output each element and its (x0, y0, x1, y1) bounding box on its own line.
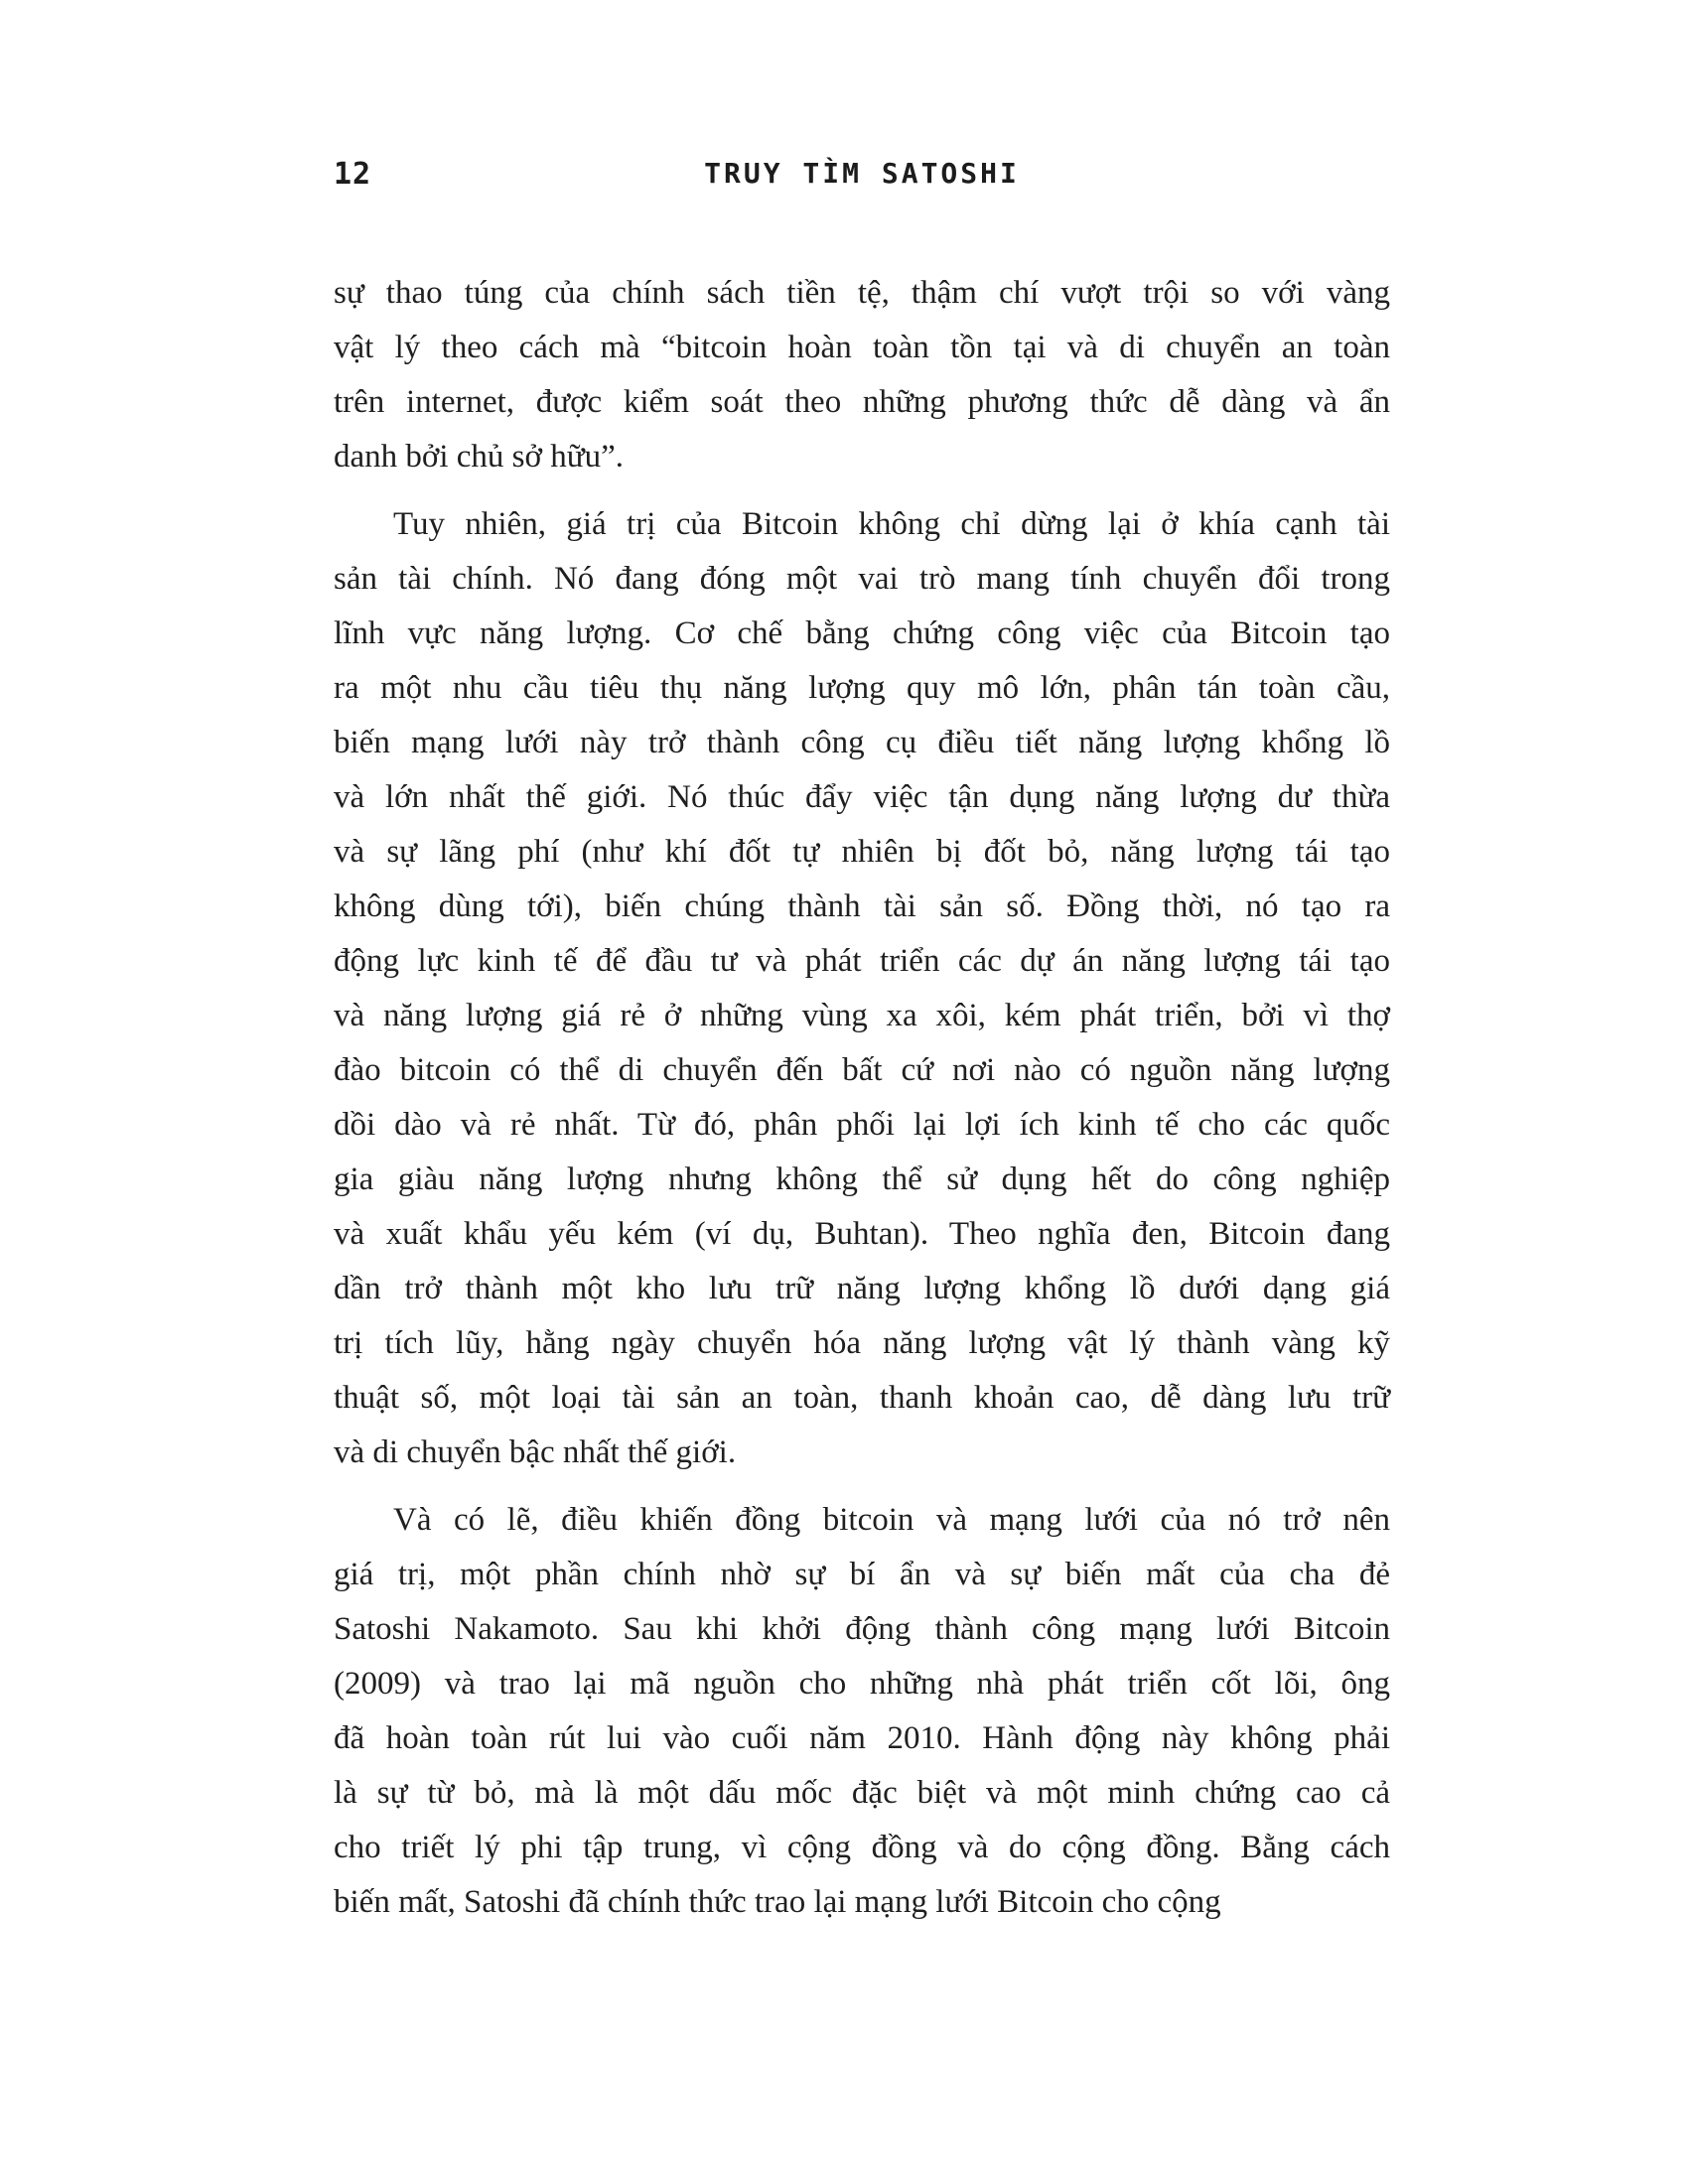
text-line: đào bitcoin có thể di chuyển đến bất cứ nơi nào có nguồn năng lượng (334, 1052, 1390, 1088)
text-line: Và có lẽ, điều khiến đồng bitcoin và mạng lưới của nó trở nên (393, 1502, 1390, 1538)
text-line: và năng lượng giá rẻ ở những vùng xa xôi, kém phát triển, bởi vì thợ (334, 998, 1390, 1033)
text-line: Tuy nhiên, giá trị của Bitcoin không chỉ dừng lại ở khía cạnh tài (393, 506, 1390, 542)
text-line: giá trị, một phần chính nhờ sự bí ẩn và sự biến mất của cha đẻ (334, 1557, 1390, 1592)
text-line: ra một nhu cầu tiêu thụ năng lượng quy mô lớn, phân tán toàn cầu, (334, 670, 1390, 706)
text-line: là sự từ bỏ, mà là một dấu mốc đặc biệt và một minh chứng cao cả (334, 1775, 1390, 1811)
text-line: và di chuyển bậc nhất thế giới. (334, 1434, 737, 1470)
text-line: lĩnh vực năng lượng. Cơ chế bằng chứng công việc của Bitcoin tạo (334, 615, 1390, 651)
text-line: trị tích lũy, hằng ngày chuyển hóa năng lượng vật lý thành vàng kỹ (334, 1325, 1390, 1361)
text-line: đã hoàn toàn rút lui vào cuối năm 2010. Hành động này không phải (334, 1720, 1390, 1756)
text-line: dần trở thành một kho lưu trữ năng lượng khổng lồ dưới dạng giá (334, 1271, 1390, 1306)
text-line: (2009) và trao lại mã nguồn cho những nhà phát triển cốt lõi, ông (334, 1666, 1390, 1702)
text-line: và xuất khẩu yếu kém (ví dụ, Buhtan). Theo nghĩa đen, Bitcoin đang (334, 1216, 1390, 1252)
text-line: biến mất, Satoshi đã chính thức trao lại mạng lưới Bitcoin cho cộng (334, 1884, 1221, 1920)
paragraph (334, 266, 1390, 484)
text-line: động lực kinh tế để đầu tư và phát triển các dự án năng lượng tái tạo (334, 943, 1390, 979)
text-line: cho triết lý phi tập trung, vì cộng đồng và do cộng đồng. Bằng cách (334, 1830, 1390, 1865)
text-line: vật lý theo cách mà “bitcoin hoàn toàn tồn tại và di chuyển an toàn (334, 330, 1390, 365)
running-head-title: TRUY TÌM SATOSHI (704, 157, 1020, 190)
text-line: và sự lãng phí (như khí đốt tự nhiên bị đốt bỏ, năng lượng tái tạo (334, 834, 1390, 870)
text-line: danh bởi chủ sở hữu”. (334, 439, 624, 475)
paragraph (334, 1493, 1390, 1930)
text-line: gia giàu năng lượng nhưng không thể sử dụng hết do công nghiệp (334, 1161, 1390, 1197)
paragraph (334, 497, 1390, 1480)
text-line: và lớn nhất thế giới. Nó thúc đẩy việc tận dụng năng lượng dư thừa (334, 779, 1390, 815)
text-line: Satoshi Nakamoto. Sau khi khởi động thành công mạng lưới Bitcoin (334, 1611, 1390, 1647)
body-text (334, 266, 1390, 1930)
text-line: thuật số, một loại tài sản an toàn, thanh khoản cao, dễ dàng lưu trữ (334, 1380, 1390, 1416)
text-line: trên internet, được kiểm soát theo những phương thức dễ dàng và ẩn (334, 384, 1390, 420)
text-line: biến mạng lưới này trở thành công cụ điều tiết năng lượng khổng lồ (334, 725, 1390, 760)
text-line: dồi dào và rẻ nhất. Từ đó, phân phối lại lợi ích kinh tế cho các quốc (334, 1107, 1390, 1143)
text-line: không dùng tới), biến chúng thành tài sản số. Đồng thời, nó tạo ra (334, 888, 1390, 924)
page-number: 12 (334, 157, 372, 192)
text-line: sản tài chính. Nó đang đóng một vai trò mang tính chuyển đổi trong (334, 561, 1390, 597)
running-header (334, 157, 1390, 192)
text-line: sự thao túng của chính sách tiền tệ, thậm chí vượt trội so với vàng (334, 275, 1390, 311)
